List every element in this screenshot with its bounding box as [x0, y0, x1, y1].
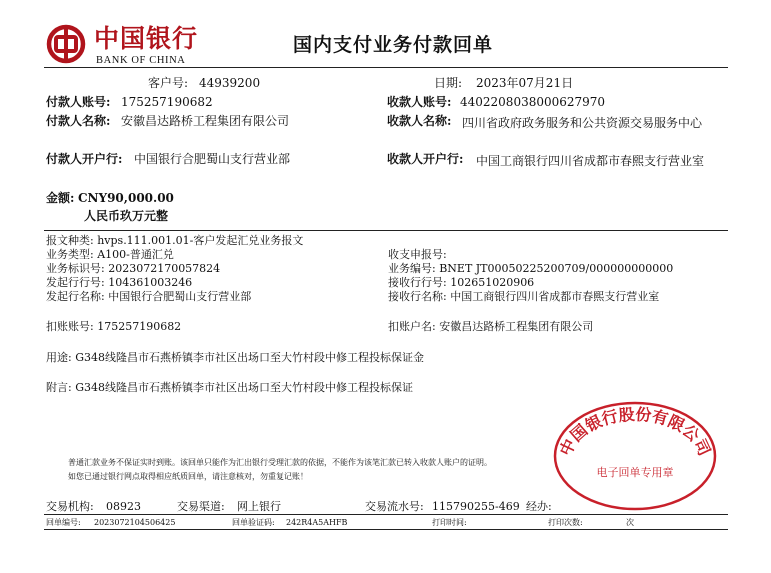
footer-divider — [44, 514, 728, 515]
page-title: 国内支付业务付款回单 — [293, 34, 494, 56]
payer-account: 175257190682 — [121, 95, 213, 109]
print-count-label: 打印次数: — [548, 518, 583, 527]
date: 2023年07月21日 — [476, 76, 574, 90]
payee-bank-label: 收款人开户行: — [387, 152, 464, 166]
amount-in-words: 人民币玖万元整 — [84, 209, 169, 223]
payee-account-label: 收款人账号: — [387, 95, 452, 109]
svg-text:中国银行股份有限公司 — [556, 405, 714, 459]
date-label: 日期: — [434, 76, 463, 90]
serial: 115790255-469 — [432, 500, 520, 513]
verify-code: 242R4A5AHFB — [286, 518, 348, 527]
sending-bank-no: 发起行行号: 104361003246 — [46, 276, 193, 289]
payer-bank-label: 付款人开户行: — [46, 152, 123, 166]
receipt-no-label: 回单编号: — [46, 518, 81, 527]
institution-label: 交易机构: — [46, 500, 94, 513]
receiving-bank-name: 接收行名称: 中国工商银行四川省成都市春熙支行营业室 — [388, 290, 660, 303]
verify-code-label: 回单验证码: — [232, 518, 275, 527]
receiving-bank-no: 接收行行号: 102651020906 — [388, 276, 535, 289]
electronic-receipt-seal — [552, 400, 718, 512]
notice-line-2: 如您已通过银行网点取得相应纸质回单，请注意核对，勿重复记账！ — [68, 472, 308, 481]
purpose: 用途: G348线隆昌市石燕桥镇李市社区出场口至大竹村段中修工程投标保证金 — [46, 351, 424, 364]
payer-account-label: 付款人账号: — [46, 95, 111, 109]
serial-label: 交易流水号: — [365, 500, 424, 513]
seal-type: 电子回单专用章 — [596, 466, 674, 479]
business-type: 业务类型: A100-普通汇兑 — [46, 248, 174, 261]
debit-account: 扣账账号: 175257190682 — [46, 320, 182, 333]
sending-bank-name: 发起行名称: 中国银行合肥蜀山支行营业部 — [46, 290, 252, 303]
print-count-unit: 次 — [626, 518, 634, 527]
bottom-border — [44, 529, 728, 530]
postscript: 附言: G348线隆昌市石燕桥镇李市社区出场口至大竹村段中修工程投标保证 — [46, 381, 413, 394]
channel: 网上银行 — [237, 500, 281, 513]
seal-bank-name: 中国银行股份有限公司 — [555, 404, 715, 459]
amount-value: CNY90,000.00 — [78, 191, 174, 205]
payee-account: 440220803800062797​0 — [460, 95, 606, 109]
section-divider — [44, 230, 728, 231]
customer-no-label: 客户号: — [148, 76, 189, 90]
business-id: 业务标识号: 2023072170057824 — [46, 262, 221, 275]
business-no: 业务编号: BNET JT00050225200709/000000000000 — [388, 262, 674, 275]
handler-label: 经办: — [526, 500, 552, 513]
debit-account-name: 扣账户名: 安徽昌达路桥工程集团有限公司 — [388, 320, 594, 333]
top-border — [44, 67, 728, 68]
institution: 08923 — [106, 500, 141, 513]
receipt-no: 2023072104506425 — [94, 518, 176, 527]
payee-bank: 中国工商银行四川省成都市春熙支行营业室 — [476, 154, 705, 168]
payer-name: 安徽昌达路桥工程集团有限公司 — [121, 114, 290, 128]
message-type: 报文种类: hvps.111.001.01-客户发起汇兑业务报文 — [46, 234, 304, 247]
payer-name-label: 付款人名称: — [46, 114, 111, 128]
bank-name-en: BANK OF CHINA — [96, 55, 186, 66]
report-no: 收支申报号: — [388, 248, 447, 261]
print-time-label: 打印时间: — [432, 518, 467, 527]
customer-no: 44939200 — [199, 76, 261, 90]
notice-line-1: 普通汇款业务不保证实时到账。该回单只能作为汇出银行受理汇款的依据，不能作为该笔汇款已转入收款人账户的证明。 — [68, 458, 492, 467]
payee-name: 四川省政府政务服务和公共资源交易服务中心 — [462, 116, 703, 130]
amount-label: 金额: — [46, 191, 75, 205]
payee-name-label: 收款人名称: — [387, 114, 452, 128]
channel-label: 交易渠道: — [177, 500, 225, 513]
bank-of-china-logo-icon — [46, 24, 86, 64]
bank-name-cn: 中国银行 — [94, 24, 199, 53]
payer-bank: 中国银行合肥蜀山支行营业部 — [134, 152, 291, 166]
